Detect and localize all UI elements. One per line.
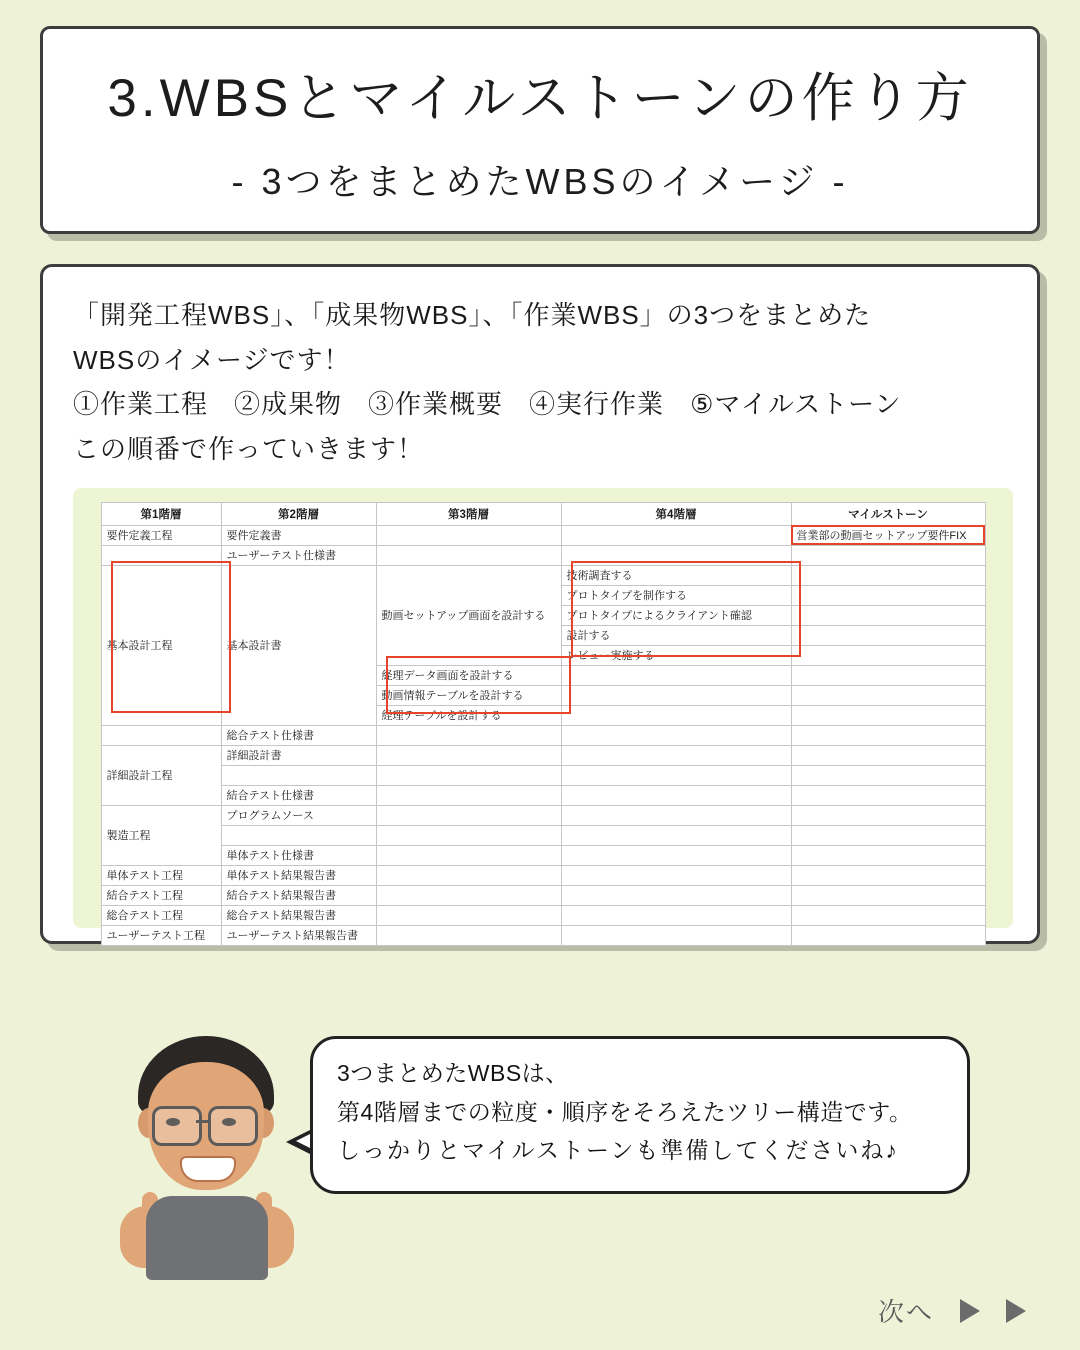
cell-tier3	[376, 925, 561, 945]
table-row	[101, 725, 985, 745]
cell-milestone	[791, 905, 985, 925]
cell-tier4: プロトタイプによるクライアント確認	[561, 605, 791, 625]
table-row	[101, 885, 985, 905]
glasses-icon	[152, 1106, 202, 1146]
cell-tier1: 結合テスト工程	[101, 885, 221, 905]
cell-milestone	[791, 665, 985, 685]
table-row	[101, 565, 985, 585]
cell-milestone	[791, 765, 985, 785]
cell-milestone	[791, 885, 985, 905]
col-header-3: 第3階層	[376, 502, 561, 525]
glasses-icon	[208, 1106, 258, 1146]
table-row	[101, 865, 985, 885]
col-header-4: 第4階層	[561, 502, 791, 525]
table-row	[101, 805, 985, 825]
glasses-bridge	[196, 1120, 208, 1123]
speech-line-3: しっかりとマイルストーンも準備してくださいね♪	[337, 1137, 899, 1164]
col-header-2: 第2階層	[221, 502, 376, 525]
intro-line-4: この順番で作っていきます！	[73, 434, 425, 465]
intro-step-4: ④実行作業	[529, 389, 665, 420]
cell-tier1: 基本設計工程	[101, 565, 221, 725]
intro-step-list	[73, 382, 1007, 427]
cell-tier1: 単体テスト工程	[101, 865, 221, 885]
table-row	[101, 785, 985, 805]
table-row	[101, 905, 985, 925]
cell-tier4	[561, 845, 791, 865]
cell-tier1: 詳細設計工程	[101, 745, 221, 805]
table-row	[101, 765, 985, 785]
intro-line-1: 「開発工程WBS」、「成果物WBS」、「作業WBS」の3つをまとめた	[73, 300, 872, 330]
cell-milestone: 営業部の動画セットアップ要件FIX	[791, 525, 985, 545]
cell-milestone	[791, 605, 985, 625]
table-row	[101, 545, 985, 565]
cell-tier4	[561, 745, 791, 765]
cell-tier2: 総合テスト結果報告書	[221, 905, 376, 925]
cell-milestone	[791, 805, 985, 825]
content-card	[40, 264, 1040, 944]
table-row	[101, 745, 985, 765]
cell-tier4	[561, 545, 791, 565]
cell-tier3	[376, 845, 561, 865]
speech-bubble	[310, 1036, 970, 1194]
cell-tier2: プログラムソース	[221, 805, 376, 825]
cell-milestone	[791, 785, 985, 805]
cell-tier2: ユーザーテスト仕様書	[221, 545, 376, 565]
cell-milestone	[791, 845, 985, 865]
table-body	[101, 525, 985, 945]
cell-tier1	[101, 545, 221, 565]
cell-tier3	[376, 545, 561, 565]
cell-tier4	[561, 805, 791, 825]
cell-milestone	[791, 625, 985, 645]
cell-tier4: 設計する	[561, 625, 791, 645]
cell-milestone	[791, 645, 985, 665]
cell-tier1: 要件定義工程	[101, 525, 221, 545]
cell-tier2: ユーザーテスト結果報告書	[221, 925, 376, 945]
cell-tier4	[561, 905, 791, 925]
cell-milestone	[791, 865, 985, 885]
cell-tier3	[376, 725, 561, 745]
avatar-mouth	[180, 1156, 236, 1182]
cell-milestone	[791, 925, 985, 945]
cell-tier3: 動画セットアップ画面を設計する	[376, 565, 561, 665]
cell-tier2: 基本設計書	[221, 565, 376, 725]
cell-tier3: 経理データ画面を設計する	[376, 665, 561, 685]
col-header-5: マイルストーン	[791, 502, 985, 525]
table-row	[101, 845, 985, 865]
table-row	[101, 825, 985, 845]
cell-tier3	[376, 785, 561, 805]
page-title: 3.WBSとマイルストーンの作り方	[107, 68, 973, 128]
table-row	[101, 925, 985, 945]
table-header-row	[101, 502, 985, 525]
intro-text	[73, 293, 1007, 472]
cell-tier3	[376, 765, 561, 785]
intro-step-3: ③作業概要	[368, 389, 504, 420]
cell-tier4: 技術調査する	[561, 565, 791, 585]
cell-tier3	[376, 905, 561, 925]
cell-tier2: 総合テスト仕様書	[221, 725, 376, 745]
cell-tier2: 要件定義書	[221, 525, 376, 545]
cell-tier2: 詳細設計書	[221, 745, 376, 765]
intro-step-2: ②成果物	[234, 389, 343, 420]
speech-line-1: 3つまとめたWBSは、	[337, 1060, 569, 1086]
next-label: 次へ	[877, 1297, 934, 1327]
cell-tier3	[376, 825, 561, 845]
speech-line-2: 第4階層までの粒度・順序をそろえたツリー構造です。	[337, 1098, 913, 1125]
table-row	[101, 525, 985, 545]
cell-tier2	[221, 825, 376, 845]
intro-line-2: WBSのイメージです！	[73, 344, 351, 375]
cell-tier1	[101, 725, 221, 745]
cell-milestone	[791, 725, 985, 745]
cell-tier1: 総合テスト工程	[101, 905, 221, 925]
next-page-control[interactable]	[878, 1292, 1026, 1329]
cell-tier4	[561, 725, 791, 745]
cell-tier2	[221, 765, 376, 785]
intro-step-5: ⑤マイルストーン	[690, 389, 902, 420]
cell-milestone	[791, 585, 985, 605]
cell-milestone	[791, 745, 985, 765]
cell-tier4	[561, 665, 791, 685]
cell-tier4	[561, 765, 791, 785]
play-arrow-icon[interactable]	[1006, 1299, 1026, 1323]
cell-tier1: ユーザーテスト工程	[101, 925, 221, 945]
cell-tier2: 単体テスト結果報告書	[221, 865, 376, 885]
cell-tier4	[561, 825, 791, 845]
title-card	[40, 26, 1040, 234]
cell-milestone	[791, 565, 985, 585]
cell-milestone	[791, 825, 985, 845]
cell-tier1: 製造工程	[101, 805, 221, 865]
intro-step-1: ①作業工程	[73, 389, 209, 420]
cell-tier4	[561, 785, 791, 805]
cell-milestone	[791, 545, 985, 565]
cell-tier3: 動画情報テーブルを設計する	[376, 685, 561, 705]
page-subtitle: - 3つをまとめたWBSのイメージ -	[231, 160, 849, 202]
cell-tier2: 結合テスト仕様書	[221, 785, 376, 805]
cell-tier4	[561, 925, 791, 945]
cell-tier3	[376, 885, 561, 905]
cell-tier3	[376, 805, 561, 825]
cell-tier4	[561, 865, 791, 885]
wbs-table-panel	[73, 488, 1013, 943]
cell-tier2: 単体テスト仕様書	[221, 845, 376, 865]
play-arrow-icon[interactable]	[960, 1299, 980, 1323]
cell-tier4	[561, 705, 791, 725]
cell-milestone	[791, 705, 985, 725]
cell-tier4: プロトタイプを制作する	[561, 585, 791, 605]
cell-tier3	[376, 865, 561, 885]
cell-tier2: 結合テスト結果報告書	[221, 885, 376, 905]
wbs-table	[101, 502, 986, 946]
cell-tier3: 経理テーブルを設計する	[376, 705, 561, 725]
cell-tier4	[561, 685, 791, 705]
cell-tier4: レビュー実施する	[561, 645, 791, 665]
cell-tier3	[376, 525, 561, 545]
col-header-1: 第1階層	[101, 502, 221, 525]
cell-tier4	[561, 885, 791, 905]
cell-tier3	[376, 745, 561, 765]
cell-tier4	[561, 525, 791, 545]
avatar-body	[146, 1196, 268, 1280]
cell-milestone	[791, 685, 985, 705]
